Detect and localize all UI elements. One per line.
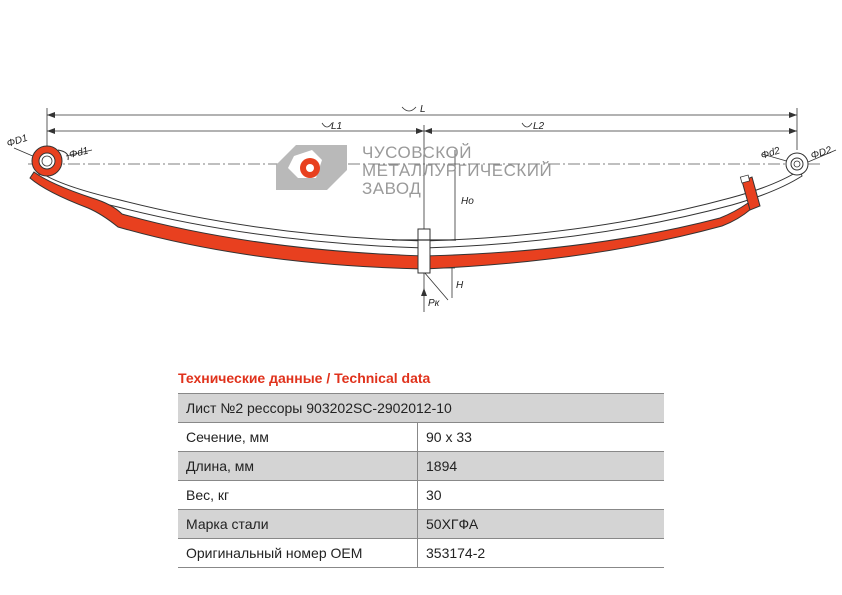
- table-header: Лист №2 рессоры 903202SC-2902012-10: [178, 394, 664, 423]
- table-row: [178, 539, 664, 568]
- row-value: 1894: [418, 452, 665, 481]
- eye-right-bore: [791, 158, 803, 170]
- logo-line-3: ЗАВОД: [362, 179, 422, 198]
- label-d1: Φd1: [68, 145, 90, 161]
- row-label: Оригинальный номер OEM: [178, 539, 418, 568]
- label-L2: L2: [533, 121, 545, 132]
- label-L: L: [420, 104, 426, 115]
- label-d2: Φd2: [759, 145, 782, 162]
- company-logo: [276, 143, 552, 198]
- label-D2: ΦD2: [809, 144, 834, 162]
- table-row: [178, 481, 664, 510]
- table-row: [178, 510, 664, 539]
- row-label: Марка стали: [178, 510, 418, 539]
- row-label: Длина, мм: [178, 452, 418, 481]
- logo-line-1: ЧУСОВСКОЙ: [362, 143, 472, 162]
- row-value: 50ХГФА: [418, 510, 665, 539]
- technical-data-title: Технические данные / Technical data: [178, 370, 431, 386]
- technical-data-table: [178, 393, 664, 568]
- table-header-row: [178, 394, 664, 423]
- row-value: 353174-2: [418, 539, 665, 568]
- row-value: 90 х 33: [418, 423, 665, 452]
- row-label: Сечение, мм: [178, 423, 418, 452]
- row-label: Вес, кг: [178, 481, 418, 510]
- row-value: 30: [418, 481, 665, 510]
- logo-line-2: МЕТАЛЛУРГИЧЕСКИЙ: [362, 161, 553, 180]
- label-Pk: Pк: [428, 298, 440, 309]
- center-bolt: [418, 229, 430, 273]
- label-Ho: Ho: [461, 196, 474, 207]
- label-H: H: [456, 280, 464, 291]
- label-D1: ΦD1: [5, 132, 30, 150]
- eye-left-bore: [39, 153, 55, 169]
- table-row: [178, 452, 664, 481]
- table-row: [178, 423, 664, 452]
- label-L1: L1: [331, 121, 343, 132]
